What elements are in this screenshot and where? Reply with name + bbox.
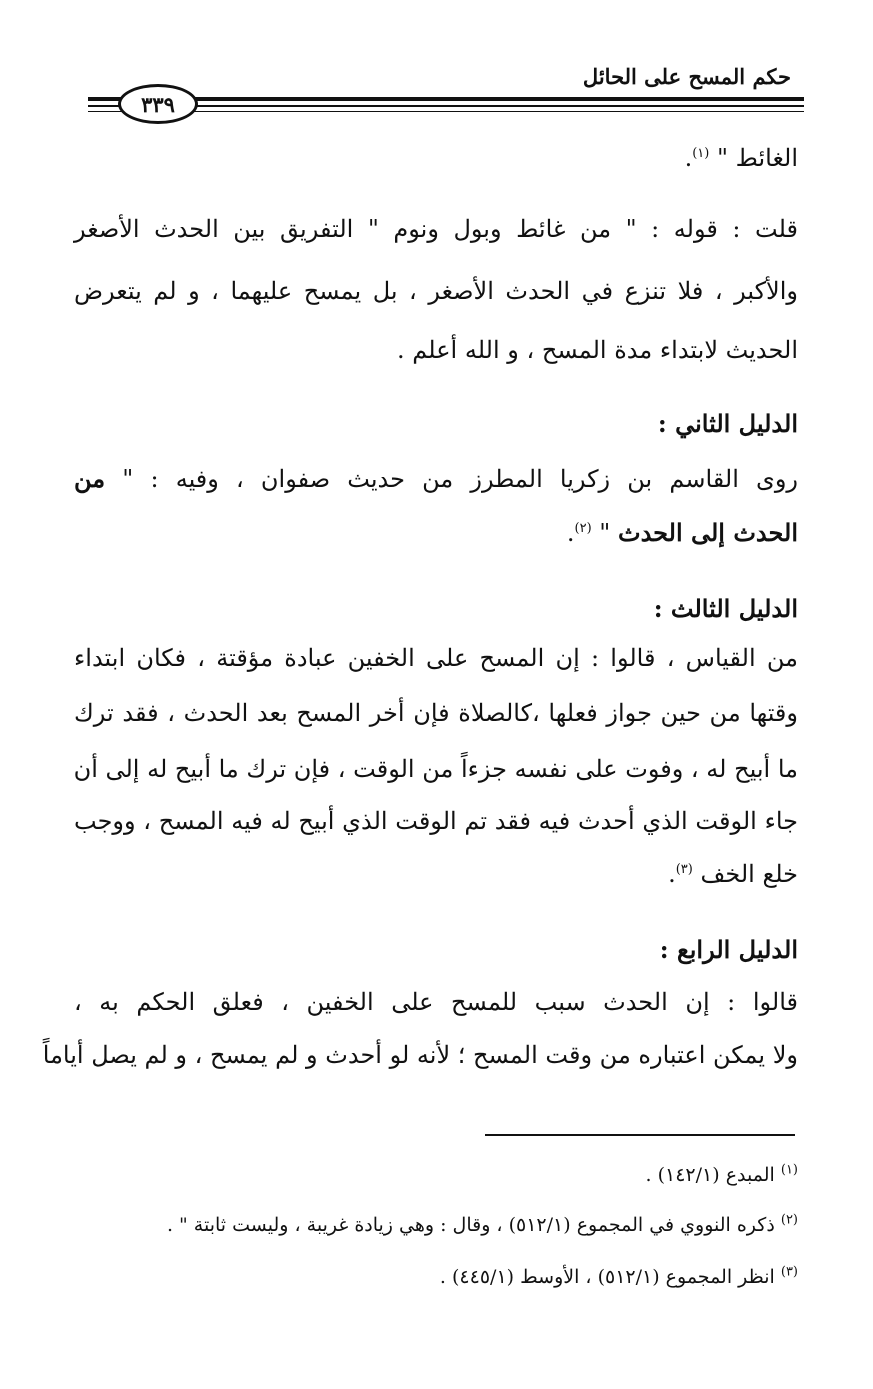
- footnote-ref-3: (٣): [675, 862, 693, 877]
- quote: ": [599, 519, 618, 547]
- footnote-text: انظر المجموع (٥١٢/١) ، الأوسط (٤٤٥/١) .: [439, 1266, 775, 1288]
- footnote-ref-1: (١): [692, 146, 710, 161]
- paragraph-2-line-2: [74, 513, 798, 553]
- page-number: [118, 84, 198, 124]
- heading-fourth-evidence: الدليل الرابع :: [659, 935, 798, 964]
- footnote-number: (٣): [780, 1264, 798, 1280]
- footnote-number: (١): [780, 1162, 798, 1178]
- heading-third-evidence: الدليل الثالث :: [653, 594, 798, 623]
- paragraph-3-line-5: [74, 854, 798, 894]
- footnote-number: (٢): [780, 1212, 798, 1228]
- paragraph-3-line-3: ما أبيح له ، وفوت على نفسه جزءاً من الوقت ، فإن ترك ما أبيح له إلى أن: [73, 755, 798, 783]
- paragraph-2-line-1: [74, 459, 798, 499]
- footnote-2: [74, 1210, 798, 1240]
- footnote-text: المبدع (١٤٢/١) .: [645, 1164, 775, 1186]
- footnote-ref-2: (٢): [574, 521, 592, 536]
- continuation-line: [74, 138, 798, 178]
- footnote-3: [74, 1262, 798, 1292]
- heading-second-evidence: الدليل الثاني :: [657, 409, 798, 438]
- paragraph-1-line-2: والأكبر ، فلا تنزع في الحدث الأصغر ، بل يمسح عليهما ، و لم يتعرض: [74, 277, 798, 305]
- footnote-text: ذكره النووي في المجموع (٥١٢/١) ، وقال : وهي زيادة غريبة ، وليست ثابتة " .: [166, 1214, 775, 1236]
- paragraph-3-line-1: من القياس ، قالوا : إن المسح على الخفين عبادة مؤقتة ، فكان ابتداء: [74, 644, 798, 672]
- text: الغائط ": [717, 144, 798, 172]
- period: .: [684, 144, 693, 172]
- paragraph-3-line-2: وقتها من حين جواز فعلها ،كالصلاة فإن أخر المسح بعد الحدث ، فقد ترك: [74, 699, 798, 727]
- period: .: [566, 519, 575, 547]
- period: .: [668, 860, 676, 888]
- header-rule-thin: [88, 111, 804, 112]
- paragraph-1-line-3: الحديث لابتداء مدة المسح ، و الله أعلم .: [397, 336, 798, 364]
- bold-text: من: [74, 464, 106, 493]
- paragraph-1-line-1: قلت : قوله : " من غائط وبول ونوم " التفريق بين الحدث الأصغر: [74, 215, 798, 243]
- paragraph-4-line-1: قالوا : إن الحدث سبب للمسح على الخفين ، فعلق الحكم به ،: [74, 988, 798, 1016]
- paragraph-4-line-2: ولا يمكن اعتباره من وقت المسح ؛ لأنه لو أحدث و لم يمسح ، و لم يصل أياماً: [42, 1041, 798, 1069]
- bold-text: الحدث إلى الحدث: [617, 518, 798, 547]
- text: خلع الخف: [700, 860, 798, 888]
- text: روى القاسم بن زكريا المطرز من حديث صفوان ، وفيه : ": [122, 465, 798, 493]
- paragraph-3-line-4: جاء الوقت الذي أحدث فيه فقد تم الوقت الذي أبيح له فيه المسح ، ووجب: [74, 807, 798, 835]
- page-number-text: ٣٣٩: [141, 91, 175, 117]
- footnote-1: [74, 1160, 798, 1190]
- running-title: حكم المسح على الحائل: [582, 64, 791, 89]
- footnote-separator: [485, 1134, 795, 1136]
